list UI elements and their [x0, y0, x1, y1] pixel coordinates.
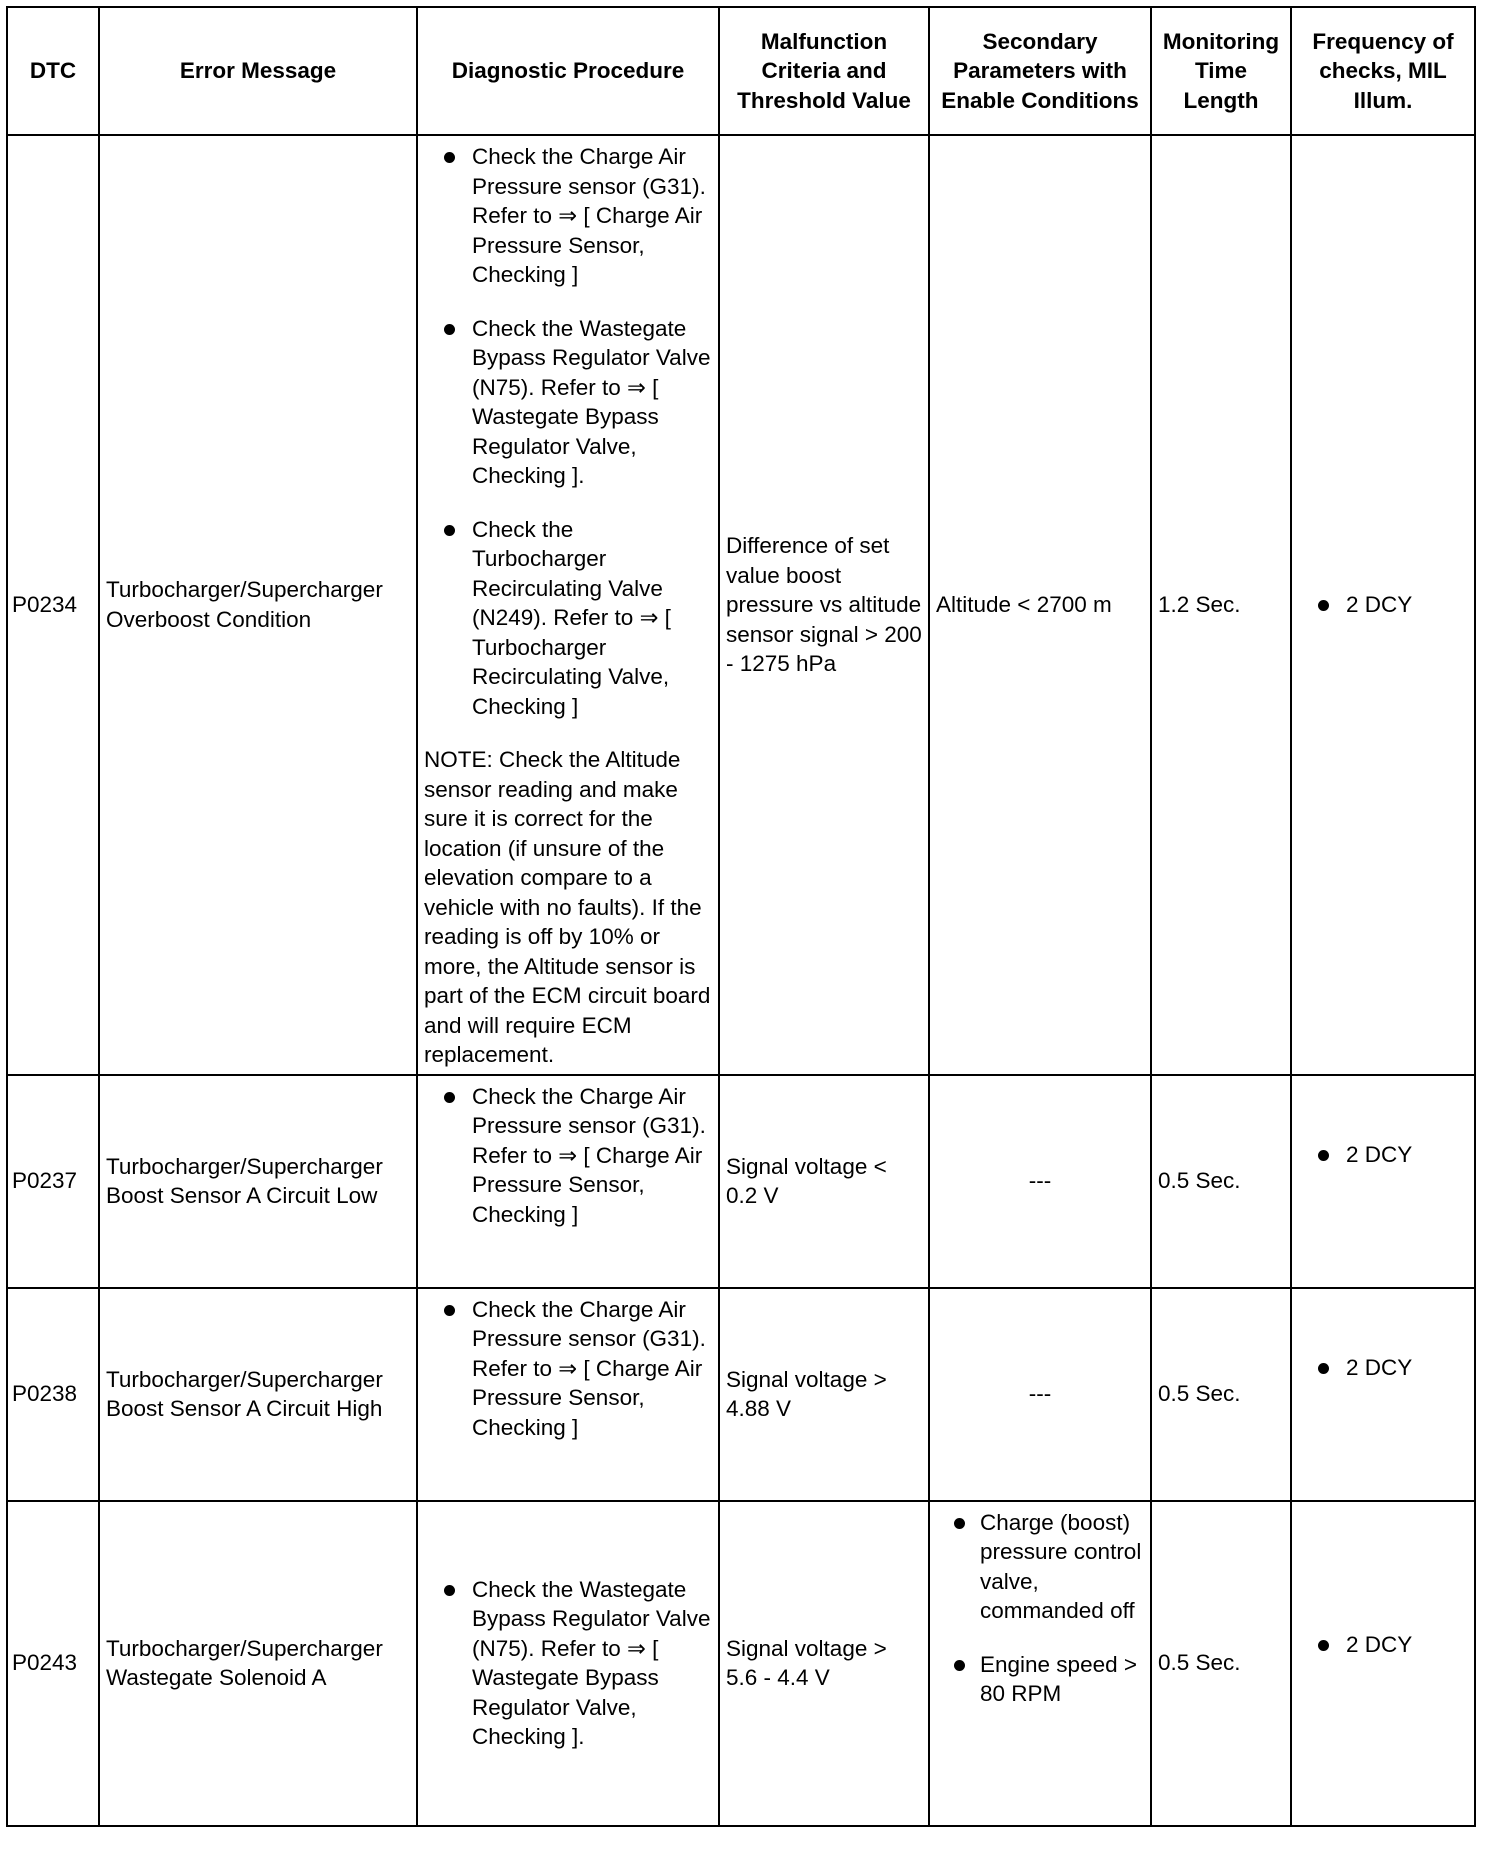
- diagnostic-procedure: [417, 135, 719, 1075]
- secondary-list: [936, 1508, 1144, 1709]
- malfunction-criteria: Signal voltage < 0.2 V: [719, 1075, 929, 1288]
- dtc-code: P0237: [7, 1075, 99, 1288]
- header-dtc: DTC: [7, 7, 99, 135]
- monitoring-time: 0.5 Sec.: [1151, 1501, 1291, 1826]
- header-row: [7, 7, 1475, 135]
- header-error-message: Error Message: [99, 7, 417, 135]
- frequency-cell: [1291, 1288, 1475, 1501]
- frequency-value: 2 DCY: [1298, 1630, 1468, 1660]
- procedure-step: Check the Charge Air Pressure sensor (G31). Refer to ⇒ [ Charge Air Pressure Sensor, Checking ]: [424, 1082, 712, 1230]
- frequency-cell: [1291, 135, 1475, 1075]
- secondary-parameters: Altitude < 2700 m: [929, 135, 1151, 1075]
- header-monitoring-time: Monitoring Time Length: [1151, 7, 1291, 135]
- secondary-parameters: ---: [929, 1288, 1151, 1501]
- diagnostic-procedure: [417, 1075, 719, 1288]
- frequency-cell: [1291, 1075, 1475, 1288]
- error-message: Turbocharger/Supercharger Overboost Condition: [99, 135, 417, 1075]
- diagnostic-procedure: [417, 1501, 719, 1826]
- frequency-cell: [1291, 1501, 1475, 1826]
- header-frequency: Frequency of checks, MIL Illum.: [1291, 7, 1475, 135]
- table-row: [7, 1501, 1475, 1826]
- monitoring-time: 0.5 Sec.: [1151, 1288, 1291, 1501]
- malfunction-criteria: Signal voltage > 4.88 V: [719, 1288, 929, 1501]
- secondary-parameters: [929, 1501, 1151, 1826]
- frequency-value: 2 DCY: [1298, 1353, 1468, 1383]
- header-secondary-parameters: Secondary Parameters with Enable Conditions: [929, 7, 1151, 135]
- table-row: [7, 135, 1475, 1075]
- frequency-value: 2 DCY: [1298, 1140, 1468, 1170]
- monitoring-time: 1.2 Sec.: [1151, 135, 1291, 1075]
- procedure-list: [424, 142, 712, 721]
- table-row: [7, 1075, 1475, 1288]
- frequency-list: [1298, 1630, 1468, 1660]
- procedure-list: [424, 1082, 712, 1230]
- dtc-code: P0238: [7, 1288, 99, 1501]
- frequency-value: 2 DCY: [1298, 590, 1468, 620]
- diagnostic-procedure: [417, 1288, 719, 1501]
- error-message: Turbocharger/Supercharger Wastegate Solenoid A: [99, 1501, 417, 1826]
- procedure-step: Check the Charge Air Pressure sensor (G31). Refer to ⇒ [ Charge Air Pressure Sensor, Checking ]: [424, 1295, 712, 1443]
- frequency-list: [1298, 1353, 1468, 1383]
- secondary-parameters: ---: [929, 1075, 1151, 1288]
- procedure-step: Check the Turbocharger Recirculating Valve (N249). Refer to ⇒ [ Turbocharger Recirculating Valve, Checking ]: [424, 515, 712, 722]
- header-malfunction-criteria: Malfunction Criteria and Threshold Value: [719, 7, 929, 135]
- header-diagnostic-procedure: Diagnostic Procedure: [417, 7, 719, 135]
- secondary-condition: Charge (boost) pressure control valve, commanded off: [936, 1508, 1144, 1626]
- frequency-list: [1298, 1140, 1468, 1170]
- procedure-step: Check the Charge Air Pressure sensor (G31). Refer to ⇒ [ Charge Air Pressure Sensor, Checking ]: [424, 142, 712, 290]
- procedure-step: Check the Wastegate Bypass Regulator Valve (N75). Refer to ⇒ [ Wastegate Bypass Regulator Valve, Checking ].: [424, 1575, 712, 1752]
- procedure-step: Check the Wastegate Bypass Regulator Valve (N75). Refer to ⇒ [ Wastegate Bypass Regulator Valve, Checking ].: [424, 314, 712, 491]
- malfunction-criteria: Signal voltage > 5.6 - 4.4 V: [719, 1501, 929, 1826]
- frequency-list: [1298, 590, 1468, 620]
- dtc-code: P0243: [7, 1501, 99, 1826]
- procedure-list: [424, 1295, 712, 1443]
- table-row: [7, 1288, 1475, 1501]
- malfunction-criteria: Difference of set value boost pressure vs altitude sensor signal > 200 - 1275 hPa: [719, 135, 929, 1075]
- dtc-table: [6, 6, 1476, 1827]
- error-message: Turbocharger/Supercharger Boost Sensor A Circuit Low: [99, 1075, 417, 1288]
- dtc-code: P0234: [7, 135, 99, 1075]
- procedure-note: NOTE: Check the Altitude sensor reading and make sure it is correct for the location (if unsure of the elevation compare to a vehicle with no faults). If the reading is off by 10% or more, the Altitude sensor is part of the ECM circuit board and will require ECM replacement.: [424, 747, 711, 1067]
- procedure-list: [424, 1575, 712, 1752]
- error-message: Turbocharger/Supercharger Boost Sensor A Circuit High: [99, 1288, 417, 1501]
- secondary-condition: Engine speed > 80 RPM: [936, 1650, 1144, 1709]
- monitoring-time: 0.5 Sec.: [1151, 1075, 1291, 1288]
